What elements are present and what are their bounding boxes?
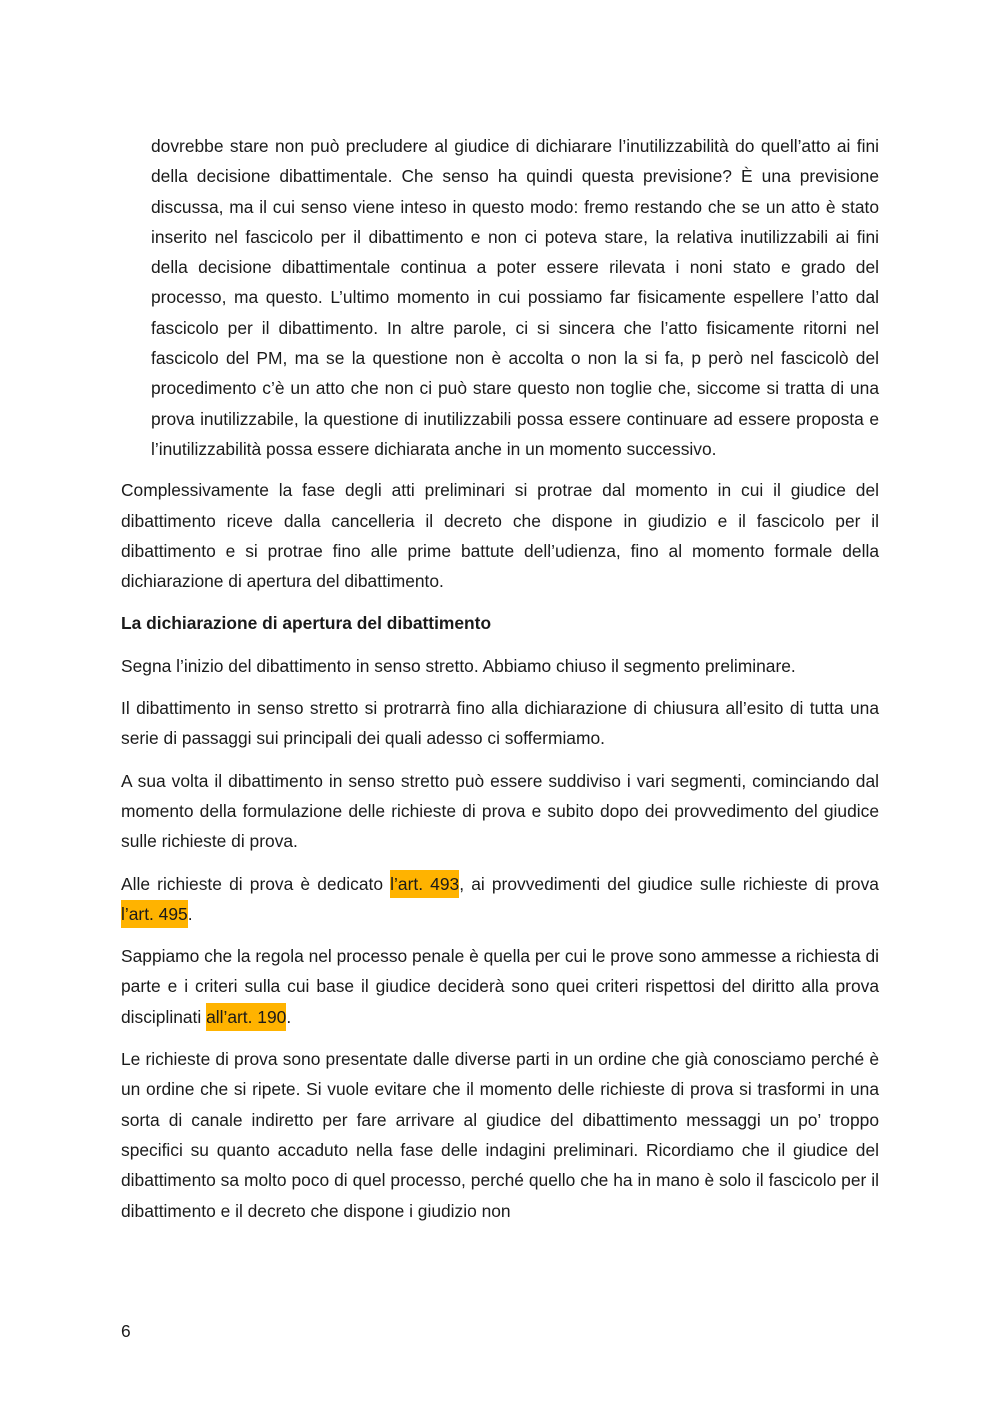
section-heading: La dichiarazione di apertura del dibattimento	[121, 613, 492, 634]
paragraph-preliminary-phase: Complessivamente la fase degli atti preliminari si protrae dal momento in cui il giudice del dibattimento riceve dalla cancelleria il decreto che dispone in giudizio e il fascicolo per il dibattimento e si protrae fino alle prime battute dell’udienza, fino al momento formale della dichiarazione di apertura del dibattimento.	[121, 480, 879, 592]
paragraph-articles	[121, 869, 879, 930]
text-run: .	[286, 1006, 292, 1027]
text-run: , ai provvedimenti del giudice sulle richieste di prova	[459, 873, 879, 894]
paragraph-rule	[121, 941, 879, 1032]
highlighted-reference: l’art. 493	[390, 870, 459, 898]
highlighted-reference: l’art. 495	[121, 900, 188, 928]
paragraph-start: Segna l’inizio del dibattimento in senso stretto. Abbiamo chiuso il segmento preliminare.	[121, 655, 796, 676]
indented-paragraph: dovrebbe stare non può precludere al giudice di dichiarare l’inutilizzabilità do quell’atto ai fini della decisione dibattimentale. Che senso ha quindi questa previsione? È una previsione discussa, ma il cui senso viene inteso in questo modo: fremo restando che se un atto è stato inserito nel fascicolo per il dibattimento e non ci poteva stare, la relativa inutilizzabili ai fini della decisione dibattimentale continua a poter essere rilevata i noni stato e grado del processo, ma questo. L’ultimo momento in cui possiamo far fisicamente espellere l’atto dal fascicolo per il dibattimento. In altre parole, ci si sincera che l’atto fisicamente ritorni nel fascicolo del PM, ma se la questione non è accolta o non la si fa, p però nel fascicolò del procedimento c’è un atto che non ci può stare questo non toglie che, siccome si tratta di una prova inutilizzabile, la questione di inutilizzabili possa essere continuare ad essere proposta e l’inutilizzabilità possa essere dichiarata anche in un momento successivo.	[151, 136, 879, 459]
paragraph-segments: A sua volta il dibattimento in senso stretto può essere suddiviso i vari segmenti, cominciando dal momento della formulazione delle richieste di prova e subito dopo dei provvedimento del giudice sulle richieste di prova.	[121, 770, 879, 852]
text-run: Alle richieste di prova è dedicato	[121, 873, 391, 894]
document-body	[121, 131, 879, 1238]
text-run: Sappiamo che la regola nel processo penale è quella per cui le prove sono ammesse a richiesta di parte e i criteri sulla cui base il giudice deciderà sono quei criteri rispettosi del diritto alla prova disciplinati	[121, 946, 879, 1027]
text-run: .	[187, 903, 193, 924]
highlighted-reference: all’art. 190	[206, 1003, 286, 1031]
paragraph-order: Le richieste di prova sono presentate dalle diverse parti in un ordine che già conosciamo perché è un ordine che si ripete. Si vuole evitare che il momento delle richieste di prova si trasformi in una sorta di canale indiretto per fare arrivare al giudice del dibattimento messaggi un po’ troppo specifici su quanto accaduto nella fase delle indagini preliminari. Ricordiamo che il giudice del dibattimento sa molto poco di quel processo, perché quello che ha in mano è solo il fascicolo per il dibattimento e il decreto che dispone i giudizio non	[121, 1049, 879, 1221]
page-number: 6	[121, 1321, 131, 1341]
paragraph-duration: Il dibattimento in senso stretto si protrarrà fino alla dichiarazione di chiusura all’esito di tutta una serie di passaggi sui principali dei quali adesso ci soffermiamo.	[121, 698, 879, 749]
